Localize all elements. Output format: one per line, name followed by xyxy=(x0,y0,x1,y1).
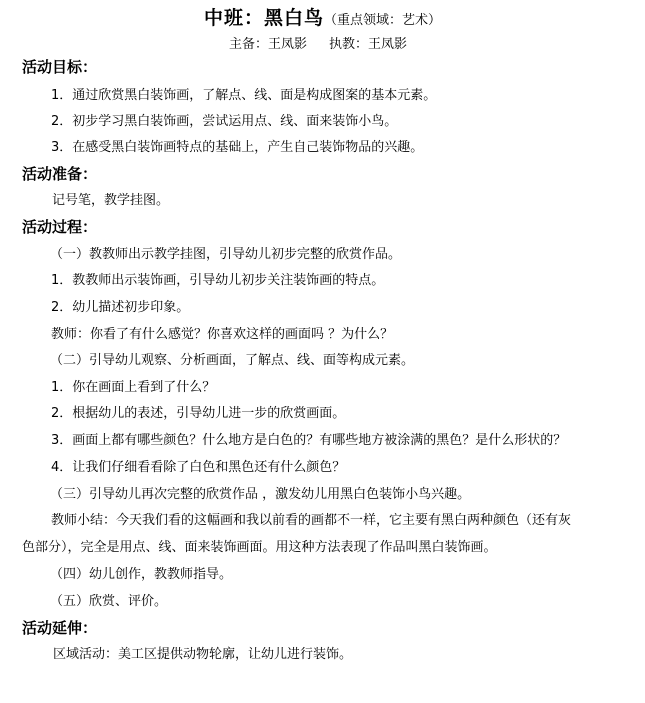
process-line: 4．让我们仔细看看除了白色和黑色还有什么颜色？ xyxy=(51,460,346,475)
process-line: 1．教教师出示装饰画，引导幼儿初步关注装饰画的特点。 xyxy=(51,273,385,288)
process-line: 2．根据幼儿的表述，引导幼儿进一步的欣赏画面。 xyxy=(51,406,346,421)
process-line: 教师：你看了有什么感觉？你喜欢这样的画面吗 ？为什么？ xyxy=(51,327,394,342)
title-subtitle: （重点领域：艺术） xyxy=(324,13,442,28)
process-line: （三）引导幼儿再次完整的欣赏作品 ，激发幼儿用黑白色装饰小鸟兴趣。 xyxy=(50,487,471,502)
process-heading: 活动过程： xyxy=(22,218,98,236)
goal-item: 3．在感受黑白装饰画特点的基础上，产生自己装饰物品的兴趣。 xyxy=(51,140,424,155)
process-line: （一）教教师出示教学挂图，引导幼儿初步完整的欣赏作品。 xyxy=(50,247,402,262)
goal-item: 2．初步学习黑白装饰画，尝试运用点、线、面来装饰小鸟。 xyxy=(51,114,398,129)
extension-heading: 活动延伸： xyxy=(22,619,98,637)
process-line: （五）欣赏、评价。 xyxy=(50,594,168,609)
page-title xyxy=(0,3,645,30)
process-line: 3．画面上都有哪些颜色？什么地方是白色的？有哪些地方被涂满的黑色？是什么形状的？ xyxy=(51,433,567,448)
authors-line xyxy=(229,33,407,52)
process-line: 1．你在画面上看到了什么？ xyxy=(51,380,216,395)
teacher-label: 执教：王凤影 xyxy=(329,37,408,52)
process-line: （二）引导幼儿观察、分析画面，了解点、线、面等构成元素。 xyxy=(50,353,415,368)
goals-heading: 活动目标： xyxy=(22,58,98,76)
goal-item: 1．通过欣赏黑白装饰画，了解点、线、面是构成图案的基本元素。 xyxy=(51,88,437,103)
extension-text: 区域活动：美工区提供动物轮廓，让幼儿进行装饰。 xyxy=(53,647,353,662)
title-main: 中班：黑白鸟 xyxy=(203,7,324,29)
process-line: 教师小结：今天我们看的这幅画和我以前看的画都不一样，它主要有黑白两种颜色（还有灰 xyxy=(51,513,572,528)
process-line: 2．幼儿描述初步印象。 xyxy=(51,300,190,315)
process-line: （四）幼儿创作，教教师指导。 xyxy=(50,567,233,582)
process-line: 色部分），完全是用点、线、面来装饰画面。用这种方法表现了作品叫黑白装饰画。 xyxy=(22,540,497,555)
preparation-heading: 活动准备： xyxy=(22,165,98,183)
preparation-text: 记号笔，教学挂图。 xyxy=(52,193,170,208)
preparer-label: 主备：王凤影 xyxy=(229,37,308,52)
